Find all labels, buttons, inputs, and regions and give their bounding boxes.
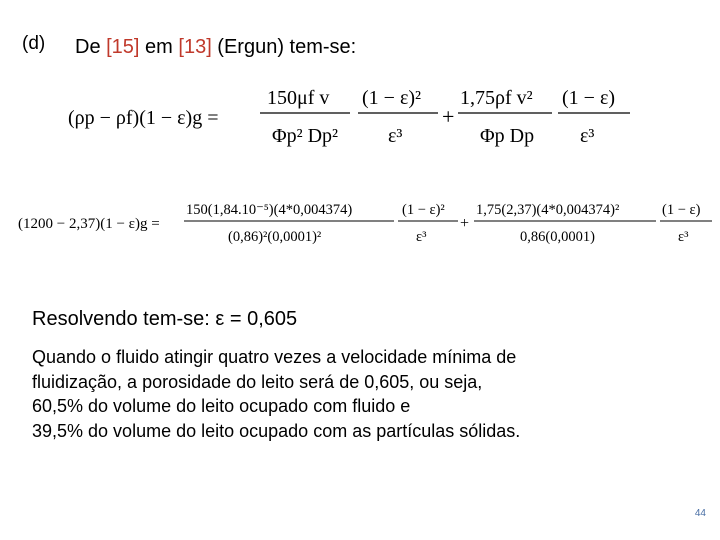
heading-suffix: (Ergun) tem-se: [211,36,357,58]
heading-prefix: De [75,36,107,58]
eq1-term1-denominator: Φp² Dp² [272,125,339,147]
ergun-equation-symbolic [60,72,660,162]
eq2-factor1-numerator: (1 − ε)² [402,202,445,218]
page-number: 44 [694,508,706,519]
eq1-factor1-denominator: ε³ [388,125,403,147]
reference-link-15[interactable]: [15] [106,36,140,58]
result-text: Resolvendo tem-se: ε = 0,605 [32,308,298,330]
paragraph-line: Quando o fluido atingir quatro vezes a velocidade mínima de [32,347,517,367]
ergun-equation-numeric [14,186,714,256]
eq1-term2-numerator: 1,75ρf v² [460,87,533,109]
conclusion-paragraph [32,345,692,443]
eq2-lhs: (1200 − 2,37)(1 − ε)g = [18,216,160,232]
paragraph-line: fluidização, a porosidade do leito será de 0,605, ou seja, [32,371,483,392]
paragraph-line: 60,5% do volume do leito ocupado com fluido e [32,396,411,416]
eq2-plus: + [460,215,470,232]
section-heading [75,36,356,59]
eq1-factor2-numerator: (1 − ε) [562,87,615,109]
eq1-term1-numerator: 150μf v [267,87,330,109]
eq2-term2-numerator: 1,75(2,37)(4*0,004374)² [476,202,620,218]
eq1-term2-denominator: Φp Dp [480,125,535,147]
heading-middle: em [139,36,179,58]
eq1-plus: + [442,104,455,129]
eq2-factor2-numerator: (1 − ε) [662,202,701,218]
eq1-factor1-numerator: (1 − ε)² [362,87,421,109]
eq1-lhs: (ρp − ρf)(1 − ε)g = [68,107,219,129]
eq2-term2-denominator: 0,86(0,0001) [520,229,595,245]
eq2-factor1-denominator: ε³ [416,229,427,245]
eq2-factor2-denominator: ε³ [678,229,689,245]
eq2-term1-denominator: (0,86)²(0,0001)² [228,229,322,245]
item-label: (d) [22,33,46,54]
eq2-term1-numerator: 150(1,84.10⁻⁵)(4*0,004374) [186,202,353,218]
reference-link-13[interactable]: [13] [178,36,212,58]
paragraph-line: 39,5% do volume do leito ocupado com as partículas sólidas. [32,420,521,441]
eq1-factor2-denominator: ε³ [580,125,595,147]
